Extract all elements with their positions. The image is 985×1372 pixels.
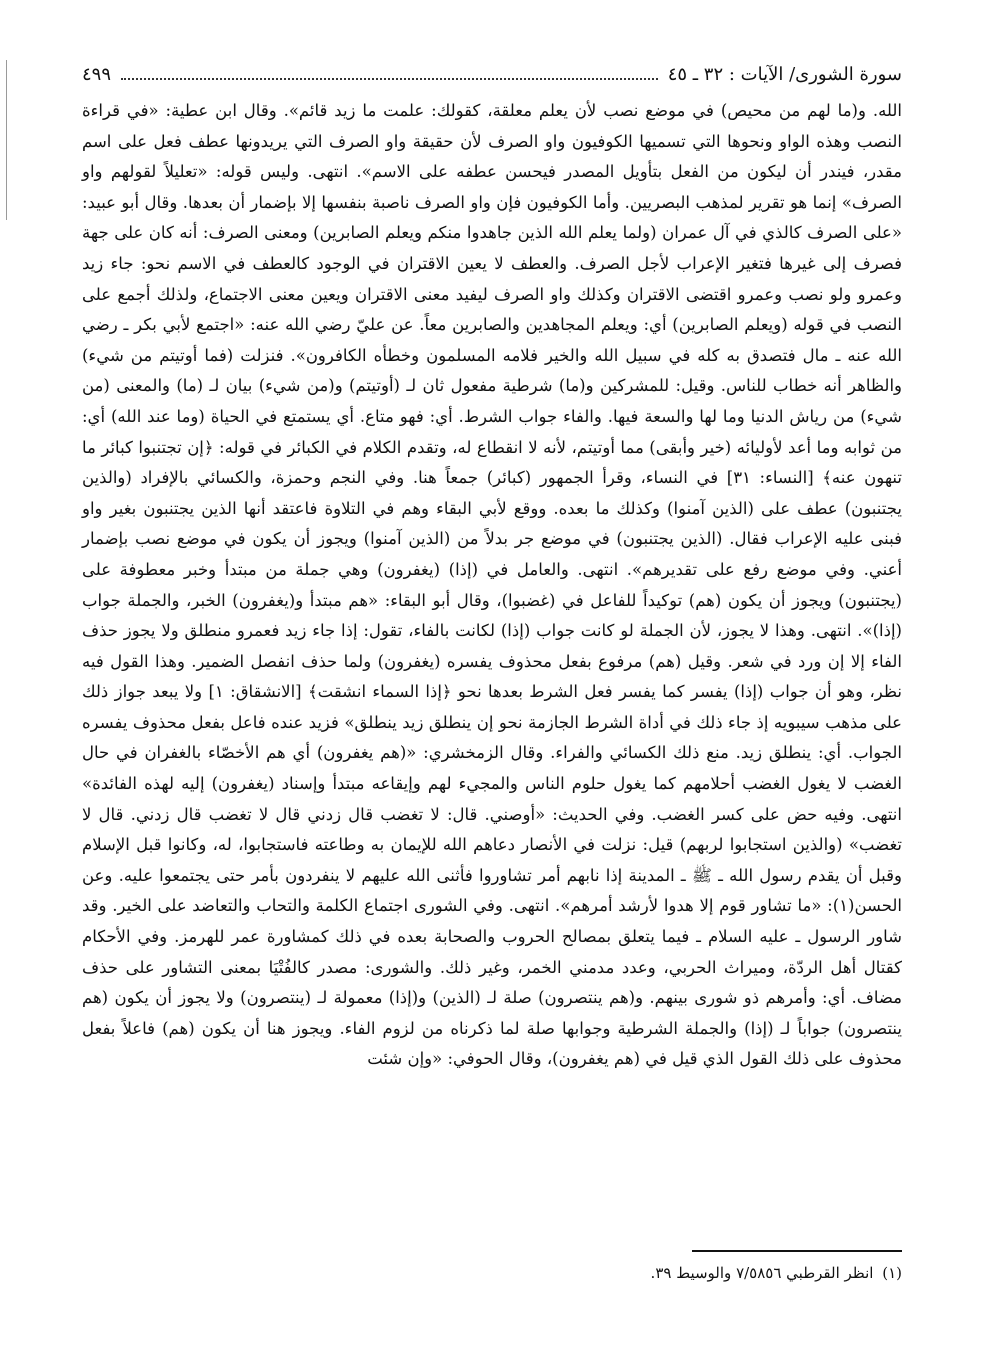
footnote-mark: (١) [882, 1264, 902, 1282]
main-text-block [82, 96, 902, 1075]
body-paragraph: الله. و(ما لهم من محيص) في موضع نصب لأن يعلم معلقة، كقولك: علمت ما زيد قائم». وقال ابن عطية: «في قراءة النصب وهذه الواو ونحوها التي تسميها الكوفيون واو الصرف لأن حقيقة واو الصرف التي يريدونها عطف فعل على اسم مقدر، فيندر أن ليكون من الفعل بتأويل المصدر فيحسن عطفه على الاسم». انتهى. وليس قوله: «تعليلاً لقولهم واو الصرف» إنما هو تقرير لمذهب البصريين. وأما الكوفيون فإن واو الصرف ناصبة بنفسها إلا بإضمار أن بعدها. وقال أبو عبيد: «على الصرف كالذي في آل عمران (ولما يعلم الله الذين جاهدوا منكم ويعلم الصابرين) ومعنى الصرف: أنه كان على جهة فصرف إلى غيرها فتغير الإعراب لأجل الصرف. والعطف لا يعين الاقتران في الوجود كالعطف في الاسم نحو: جاء زيد وعمرو ولو نصب وعمرو اقتضى الاقتران وكذلك واو الصرف ليفيد معنى الاقتران ويعين معنى الاجتماع، ولذلك أجمع على النصب في قوله (ويعلم الصابرين) أي: ويعلم المجاهدين والصابرين معاً. عن عليّ رضي الله عنه: «اجتمع لأبي بكر ـ رضي الله عنه ـ مال فتصدق به كله في سبيل الله والخير فلامه المسلمون وخطأه الكافرون». فنزلت (فما أوتيتم من شيء) والظاهر أنه خطاب للناس. وقيل: للمشركين و(ما) شرطية مفعول ثان لـ (أوتيتم) و(من شيء) بيان لـ (ما) والمعنى (من شيء) من رياش الدنيا وما لها والسعة فيها. والفاء جواب الشرط. أي: فهو متاع. أي يستمتع في الحياة (وما عند الله) أي: من ثوابه وما أعد لأوليائه (خير وأبقى) مما أوتيتم، لأنه لا انقطاع له، وتقدم الكلام في الكبائر في قوله: ﴿إن تجتنبوا كبائر ما تنهون عنه﴾ [النساء: ٣١] في النساء، وقرأ الجمهور (كبائر) جمعاً هنا. وفي النجم وحمزة، والكسائي بالإفراد (والذين يجتنبون) عطف على (الذين آمنوا) وكذلك ما بعده. ووقع لأبي البقاء وهم في التلاوة فاعتقد أنها الذين يجتنبون بغير واو فبنى عليه الإعراب فقال. (الذين يجتنبون) في موضع جر بدلاً من (الذين آمنوا) ويجوز أن يكون في موضع نصب بإضمار أعني. وفي موضع رفع على تقديرهم». انتهى. والعامل في (إذا) (يغفرون) وهي جملة من مبتدأ وخبر معطوفة على (يجتنبون) ويجوز أن يكون (هم) توكيداً للفاعل في (غضبوا)، وقال أبو البقاء: «هم مبتدأ و(يغفرون) الخبر، والجملة جواب (إذا)». انتهى. وهذا لا يجوز، لأن الجملة لو كانت جواب (إذا) لكانت بالفاء، تقول: إذا جاء زيد فعمرو منطلق ولا يجوز حذف الفاء إلا إن ورد في شعر. وقيل (هم) مرفوع بفعل محذوف يفسره (يغفرون) ولما حذف انفصل الضمير. وهذا القول فيه نظر، وهو أن جواب (إذا) يفسر كما يفسر فعل الشرط بعدها نحو ﴿إذا السماء انشقت﴾ [الانشقاق: ١] ولا يبعد جواز ذلك على مذهب سيبويه إذ جاء ذلك في أداة الشرط الجازمة نحو إن ينطلق زيد ينطلق» فزيد عنده فاعل بفعل محذوف يفسره الجواب. أي: ينطلق زيد. منع ذلك الكسائي والفراء. وقال الزمخشري: «(هم يغفرون) أي هم الأخصّاء بالغفران في حال الغضب لا يغول الغضب أحلامهم كما يغول حلوم الناس والمجيء لهم وإيقاعه مبتدأ وإسناد (يغفرون) إليه لهذه الفائدة» انتهى. وفيه حض على كسر الغضب. وفي الحديث: «أوصني. قال: لا تغضب قال زدني قال لا تغضب قال زدني. قال لا تغضب» (والذين استجابوا لربهم) قيل: نزلت في الأنصار دعاهم الله للإيمان به وطاعته فاستجابوا، له، وكانوا قبل الإسلام وقبل أن يقدم رسول الله ـ ﷺ ـ المدينة إذا نابهم أمر تشاوروا فأثنى الله عليهم لا ينفردون بأمر حتى يجتمعوا عليه. وعن الحسن(١): «ما تشاور قوم إلا هدوا لأرشد أمرهم». انتهى. وفي الشورى اجتماع الكلمة والتحاب والتعاضد على الخير. وقد شاور الرسول ـ عليه السلام ـ فيما يتعلق بمصالح الحروب والصحابة بعده في ذلك كمشاورة عمر للهرمز. وفي الأحكام كقتال أهل الردّة، وميراث الحربي، وعدد مدمني الخمر، وغير ذلك. والشورى: مصدر كالفُتْيَا بمعنى التشاور على حذف مضاف. أي: وأمرهم ذو شورى بينهم. و(هم ينتصرون) صلة لـ (الذين) و(إذا) معمولة لـ (ينتصرون) ولا يجوز أن يكون (هم ينتصرون) جواباً لـ (إذا) والجملة الشرطية وجوابها صلة لما ذكرناه من لزوم الفاء. ويجوز هنا أن يكون (هم) فاعلاً بفعل محذوف على ذلك القول الذي قيل في (هم يغفرون)، وقال الحوفي: «وإن شئت [82, 101, 903, 1069]
header-dotted-leader [121, 78, 658, 80]
margin-rule [6, 60, 7, 220]
footnote [82, 1260, 902, 1286]
surah-header-title: سورة الشورى/ الآيات : ٣٢ ـ ٤٥ [667, 64, 902, 85]
running-header [82, 60, 902, 90]
book-page [82, 60, 902, 1340]
footnote-separator [692, 1250, 902, 1252]
footnote-text: انظر القرطبي ٧/٥٨٥٦ والوسيط ٣٩. [650, 1264, 874, 1282]
page-number: ٤٩٩ [82, 64, 112, 85]
